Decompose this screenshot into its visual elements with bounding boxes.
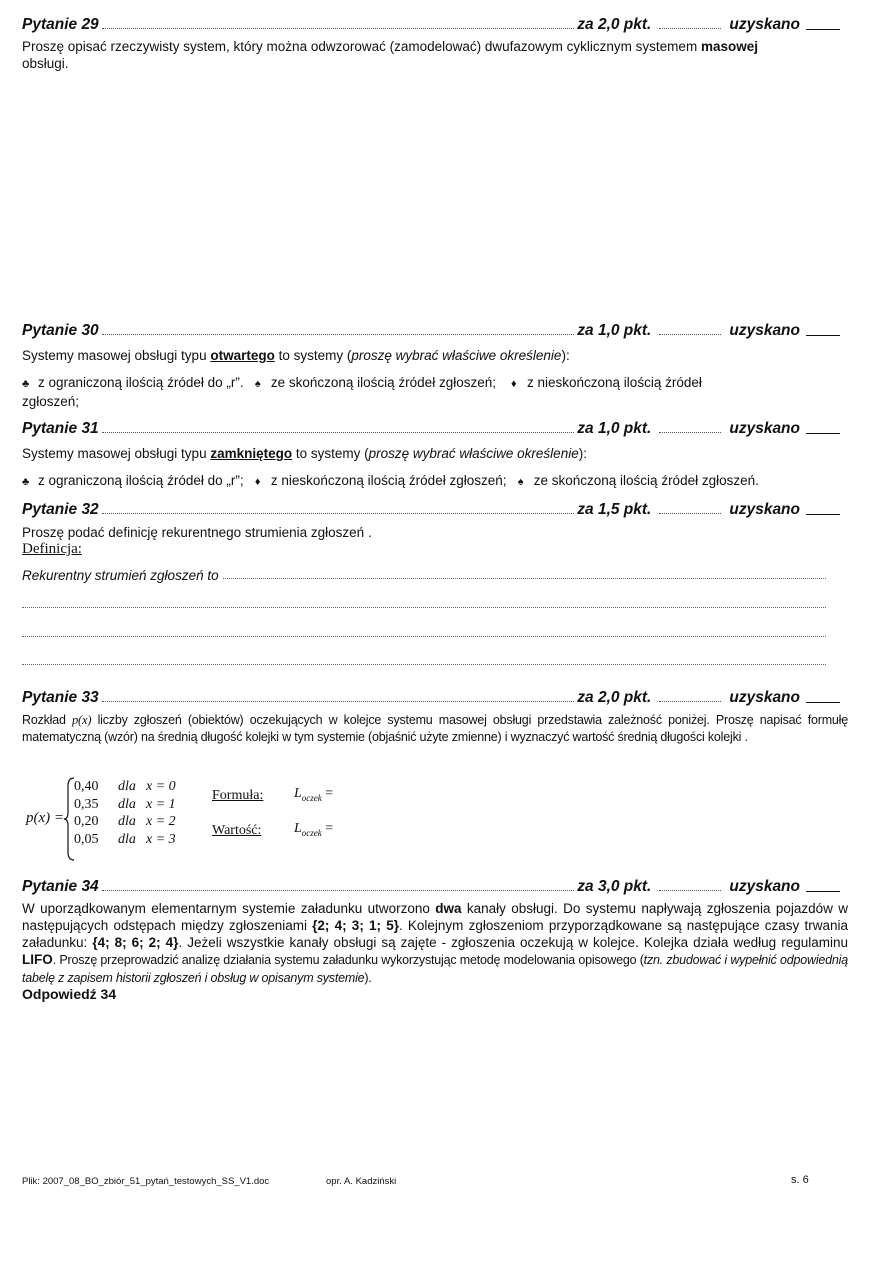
points-label: za 1,0 pkt.: [577, 420, 652, 437]
points-label: za 2,0 pkt.: [577, 16, 652, 33]
formula-label: Formuła:: [212, 788, 264, 803]
score-blank[interactable]: [806, 29, 840, 30]
spade-icon: ♠: [517, 476, 524, 488]
question-title: Pytanie 34: [22, 878, 99, 895]
obtained-label: uzyskano: [729, 878, 800, 895]
diamond-icon: ♦: [511, 378, 517, 390]
option-2[interactable]: ♠ ze skończoną ilością źródeł zgłoszeń;: [255, 375, 496, 390]
answer-area-34[interactable]: [22, 1008, 840, 1158]
dotted-leader: [102, 28, 575, 29]
question-29-text: Proszę opisać rzeczywisty system, który można odwzorować (zamodelować) dwufazowym cyklicznym systemem masowej obsługi.: [22, 39, 758, 71]
dotted-leader: [102, 701, 575, 702]
question-34-header: [22, 874, 840, 896]
footer-author: opr. A. Kadziński: [326, 1176, 397, 1187]
answer-area-29[interactable]: [22, 80, 840, 315]
dotted-leader: [102, 432, 575, 433]
option-3[interactable]: ♠ ze skończoną ilością źródeł zgłoszeń.: [518, 473, 759, 488]
question-29-header: [22, 12, 840, 34]
case-row: 0,20 dla x = 2: [74, 814, 176, 829]
answer-dotted-line[interactable]: [22, 636, 826, 637]
dotted-leader: [102, 890, 575, 891]
value-expression[interactable]: $L_{oczek}$ =: [294, 821, 334, 838]
points-label: za 2,0 pkt.: [577, 689, 652, 706]
score-blank[interactable]: [806, 891, 840, 892]
score-blank[interactable]: [806, 702, 840, 703]
question-32-header: [22, 497, 840, 519]
case-row: 0,40 dla x = 0: [74, 779, 176, 794]
points-label: za 1,0 pkt.: [577, 322, 652, 339]
points-label: za 3,0 pkt.: [577, 878, 652, 895]
case-row: 0,05 dla x = 3: [74, 831, 176, 847]
question-31-text: Systemy masowej obsługi typu zamkniętego to systemy (proszę wybrać właściwe określenie):: [22, 446, 587, 461]
club-icon: ♣: [22, 476, 30, 488]
question-title: Pytanie 31: [22, 420, 99, 437]
definition-label: Definicja:: [22, 541, 82, 557]
page-number: s. 6: [791, 1174, 809, 1186]
answer-dotted-line[interactable]: [22, 607, 826, 608]
dotted-leader: [659, 513, 721, 514]
obtained-label: uzyskano: [729, 689, 800, 706]
question-31-options: [22, 472, 862, 491]
function-name: p(x) =: [26, 810, 65, 826]
question-30-options: [22, 374, 822, 410]
question-title: Pytanie 29: [22, 16, 99, 33]
points-label: za 1,5 pkt.: [577, 501, 652, 518]
dotted-leader: [102, 513, 575, 514]
dotted-leader: [659, 28, 721, 29]
obtained-label: uzyskano: [729, 16, 800, 33]
dotted-leader: [659, 432, 721, 433]
question-33-header: [22, 685, 840, 707]
club-icon: ♣: [22, 378, 30, 390]
formula-expression[interactable]: $L_{oczek}$ =: [294, 786, 334, 803]
obtained-label: uzyskano: [729, 420, 800, 437]
dotted-leader: [659, 890, 721, 891]
option-1[interactable]: ♣ z ograniczoną ilością źródeł do „r”;: [22, 473, 244, 488]
dotted-leader: [102, 334, 575, 335]
dotted-leader: [659, 701, 721, 702]
question-32-text: Proszę podać definicję rekurentnego strumienia zgłoszeń .: [22, 525, 372, 540]
question-30-header: [22, 318, 840, 340]
dotted-leader: [659, 334, 721, 335]
option-1[interactable]: ♣ z ograniczoną ilością źródeł do „r”.: [22, 375, 244, 390]
spade-icon: ♠: [254, 378, 261, 390]
score-blank[interactable]: [806, 433, 840, 434]
diamond-icon: ♦: [254, 476, 261, 488]
obtained-label: uzyskano: [729, 501, 800, 518]
question-title: Pytanie 33: [22, 689, 99, 706]
obtained-label: uzyskano: [729, 322, 800, 339]
answer-34-label: Odpowiedź 34: [22, 986, 117, 1002]
option-2[interactable]: ♦ z nieskończoną ilością źródeł zgłoszeń;: [255, 473, 507, 488]
case-row: 0,35 dla x = 1: [74, 796, 176, 812]
option-3[interactable]: ♦ z nieskończoną ilością źródeł zgłoszeń;: [22, 375, 702, 409]
question-title: Pytanie 32: [22, 501, 99, 518]
question-30-text: Systemy masowej obsługi typu otwartego to systemy (proszę wybrać właściwe określenie):: [22, 348, 570, 363]
value-label: Wartość:: [212, 823, 262, 838]
score-blank[interactable]: [806, 335, 840, 336]
score-blank[interactable]: [806, 514, 840, 515]
question-31-header: [22, 416, 840, 438]
piecewise-cases: [74, 778, 176, 848]
answer-dotted-line[interactable]: [22, 664, 826, 665]
definition-line[interactable]: Rekurentny strumień zgłoszeń to: [22, 568, 826, 583]
footer-file: Plik: 2007_08_BO_zbiór_51_pytań_testowych_SS_V1.doc: [22, 1176, 270, 1187]
question-33-text: Rozkład p(x) liczby zgłoszeń (obiektów) oczekujących w kolejce systemu masowej obsługi przedstawia zależność poniżej. Proszę napisać formułę matematyczną (wzór) na średnią długość kolejki w tym systemie (objaśnić użyte zmienne) i wyznaczyć wartość średnią długości kolejki .: [22, 713, 848, 744]
question-34-text: W uporządkowanym elementarnym systemie załadunku utworzono dwa kanały obsługi. Do systemu napływają zgłoszenia pojazdów w następujących odstępach między zgłoszeniami {2; 4; 3; 1; 5}. Kolejnym zgłoszeniom przyporządkowane są następujące czasy trwania załadunku: {4; 8; 6; 2; 4}. Jeżeli wszystkie kanały obsługi są zajęte - zgłoszenia oczekują w kolejce. Kolejka działa według regulaminu LIFO. Proszę przeprowadzić analizę działania systemu załadunku wykorzystując metodę modelowania opisowego (tzn. zbudować i wypełnić odpowiednią tabelę z zapisem historii zgłoszeń i obsług w opisanym systemie).: [22, 901, 849, 985]
question-title: Pytanie 30: [22, 322, 99, 339]
